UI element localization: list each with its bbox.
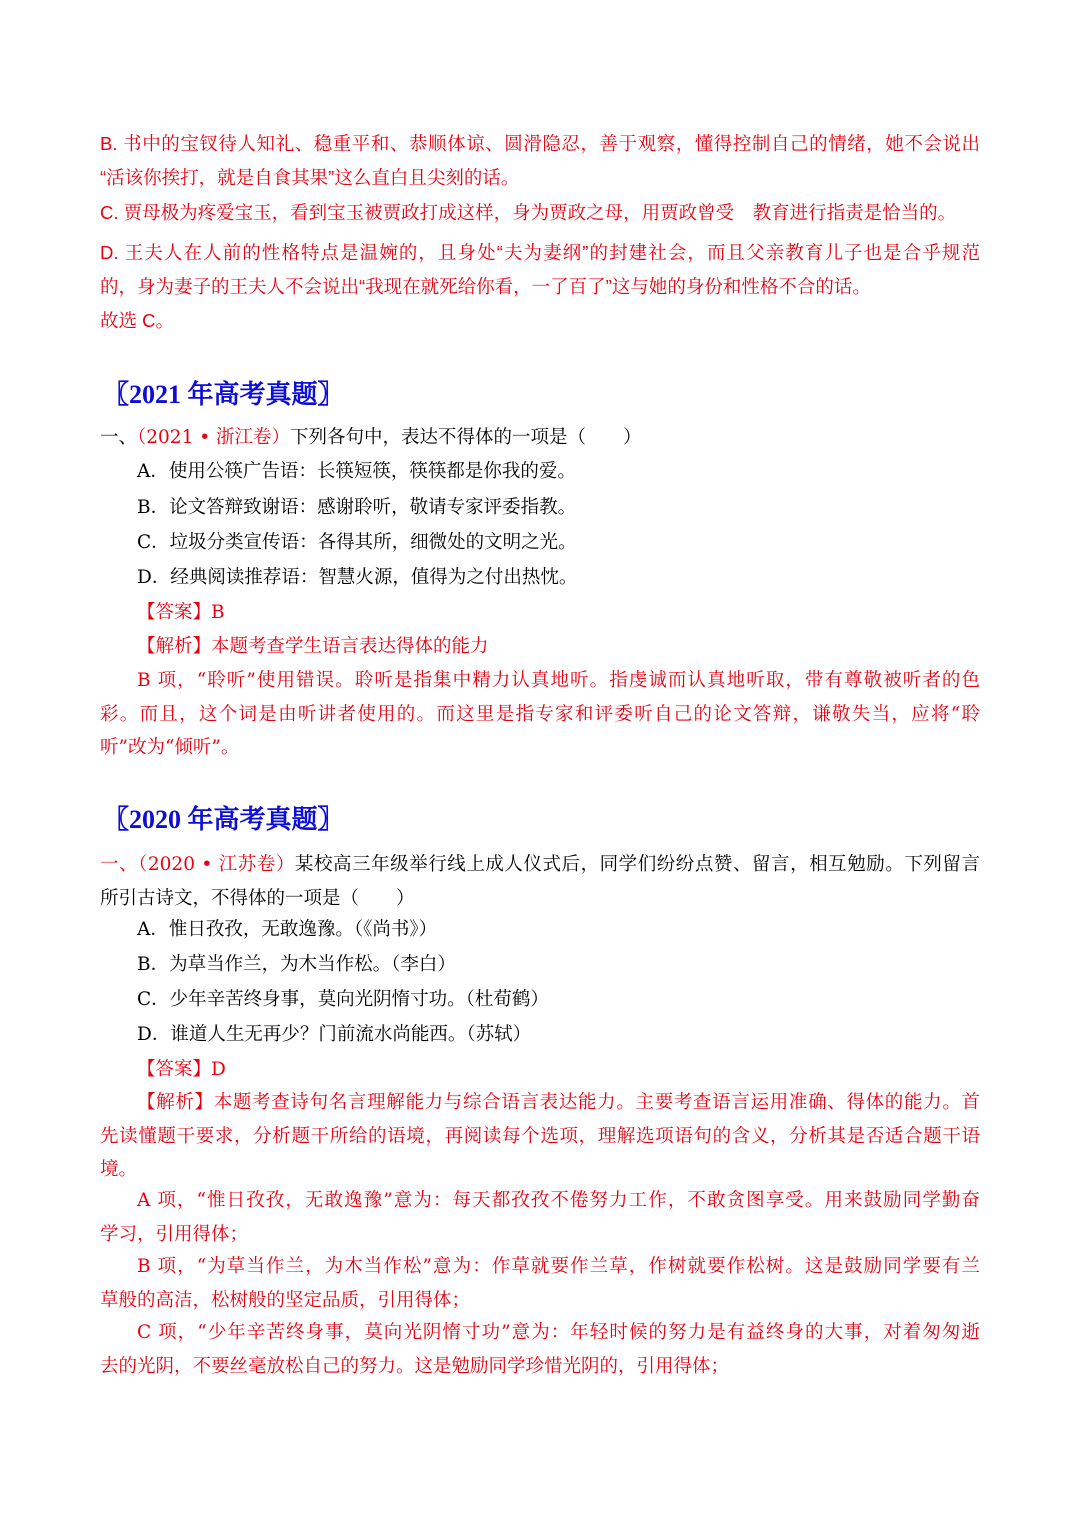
text-line: 听”改为“倾听”。 xyxy=(100,737,240,758)
answer-2021: 【答案】B xyxy=(137,602,225,623)
text-line: C. 贾母极为疼爱宝玉，看到宝玉被贾政打成这样，身为贾政之母，用贾政曾受 教育进行指责是恰当的。 xyxy=(100,202,957,223)
option-a: A．使用公筷广告语：长筷短筷，筷筷都是你我的爱。 xyxy=(137,461,576,482)
prev-conclusion xyxy=(100,304,980,338)
text-line: 先读懂题干要求，分析题干所给的语境，再阅读每个选项，理解选项语句的含义，分析其是否适合题干语 xyxy=(100,1125,980,1147)
prev-option-d-explanation xyxy=(100,236,980,303)
question-2021 xyxy=(100,421,980,455)
question-source: （2021 • 浙江卷） xyxy=(137,427,291,448)
text-line: 草般的高洁，松树般的坚定品质，引用得体； xyxy=(100,1289,471,1311)
option-c: C．少年辛苦终身事，莫向光阴惰寸功。（杜荀鹤） xyxy=(137,989,549,1010)
text-line: 学习，引用得体； xyxy=(100,1223,249,1245)
text-line: 去的光阴，不要丝毫放松自己的努力。这是勉励同学珍惜光阴的，引用得体； xyxy=(100,1355,730,1377)
question-stem: 下列各句中，表达不得体的一项是（ ） xyxy=(290,427,642,448)
question-stem: 某校高三年级举行线上成人仪式后，同学们纷纷点赞、留言，相互勉励。下列留言 xyxy=(294,854,980,875)
text-line: B 项，“聆听”使用错误。聆听是指集中精力认真地听。指虔诚而认真地听取，带有尊敬被听者的色 xyxy=(137,670,980,691)
prev-option-b-explanation xyxy=(100,127,980,194)
analysis-intro-2020 xyxy=(100,1086,980,1187)
option-a: A．惟日孜孜，无敢逸豫。（《尚书》） xyxy=(137,919,438,940)
text-line: B. 书中的宝钗待人知礼、稳重平和、恭顺体谅、圆滑隐忍，善于观察，懂得控制自己的情绪，她不会说出 xyxy=(100,133,980,154)
option-c: C．垃圾分类宣传语：各得其所，细微处的文明之光。 xyxy=(137,532,577,553)
question-line xyxy=(100,421,980,455)
text-line: 境。 xyxy=(100,1159,138,1180)
analysis-option-a-2020 xyxy=(100,1184,980,1251)
question-number: 一、 xyxy=(100,854,139,875)
text-line: 的，身为妻子的王夫人不会说出“我现在就死给你看，一了百了”这与她的身份和性格不合的话。 xyxy=(100,275,871,297)
text-line: D. 王夫人在人前的性格特点是温婉的，且身处“夫为妻纲”的封建社会，而且父亲教育儿子也是合乎规范 xyxy=(100,242,980,263)
question-stem-line: 所引古诗文，不得体的一项是（ ） xyxy=(100,887,415,909)
analysis-option-c-2020 xyxy=(100,1316,980,1383)
text-line: A 项，“惟日孜孜，无敢逸豫”意为：每天都孜孜不倦努力工作，不敢贪图享受。用来鼓励同学勤奋 xyxy=(137,1190,980,1211)
question-line xyxy=(100,848,980,882)
option-b: B．为草当作兰，为木当作松。（李白） xyxy=(137,954,456,975)
question-2020 xyxy=(100,848,980,915)
analysis-2021 xyxy=(100,664,980,765)
analysis-intro-2021: 【解析】本题考查学生语言表达得体的能力 xyxy=(137,636,489,657)
section-heading-2021: 〖2021 年高考真题〗 xyxy=(103,380,344,409)
answer-2020: 【答案】D xyxy=(137,1059,226,1080)
text-line: “活该你挨打，就是自食其果”这么直白且尖刻的话。 xyxy=(100,166,520,188)
text-line: 彩。而且，这个词是由听讲者使用的。而这里是指专家和评委听自己的论文答辩，谦敬失当，应将“聆 xyxy=(100,703,980,725)
prev-option-c-explanation xyxy=(100,196,980,230)
question-number: 一、 xyxy=(100,427,138,448)
section-heading-2020: 〖2020 年高考真题〗 xyxy=(103,805,344,834)
text-line: B 项，“为草当作兰，为木当作松”意为：作草就要作兰草，作树就要作松树。这是鼓励同学要有兰 xyxy=(137,1256,980,1277)
option-b: B．论文答辩致谢语：感谢聆听，敬请专家评委指教。 xyxy=(137,497,577,518)
question-source: （2020 • 江苏卷） xyxy=(138,854,295,875)
text-line: 【解析】本题考查诗句名言理解能力与综合语言表达能力。主要考查语言运用准确、得体的能力。首 xyxy=(137,1092,980,1113)
option-d: D．谁道人生无再少？门前流水尚能西。（苏轼） xyxy=(137,1024,532,1045)
text-line: C 项，“少年辛苦终身事，莫向光阴惰寸功”意为：年轻时候的努力是有益终身的大事，对着匆匆逝 xyxy=(137,1322,980,1343)
analysis-option-b-2020 xyxy=(100,1250,980,1317)
text-line: 故选 C。 xyxy=(100,310,175,331)
option-d: D．经典阅读推荐语：智慧火源，值得为之付出热忱。 xyxy=(137,567,578,588)
